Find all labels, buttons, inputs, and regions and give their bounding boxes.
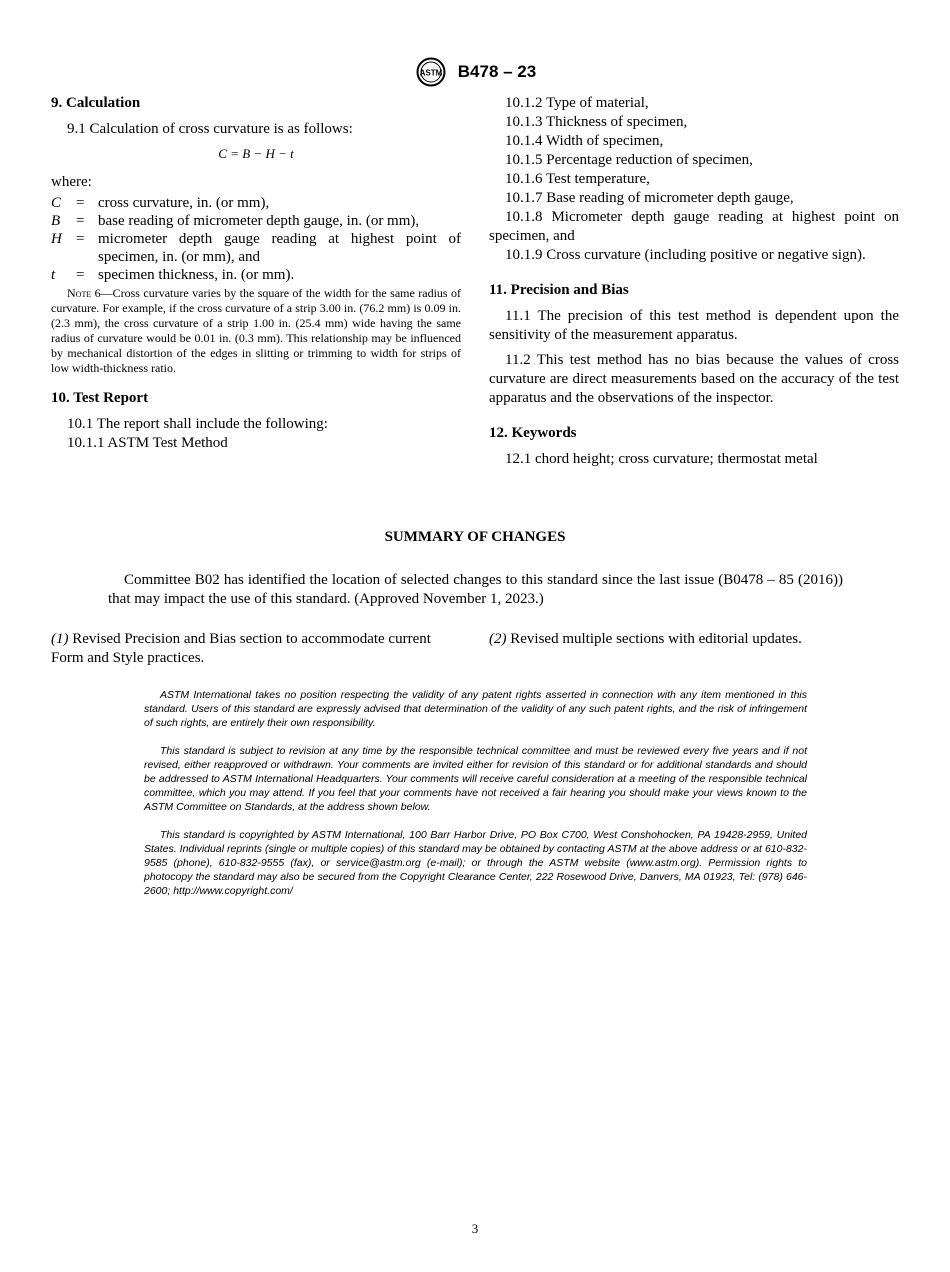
disclaimer-patent: ASTM International takes no position respecting the validity of any patent rights asserted in connection with any item mentioned in this standard. Users of this standard are expressly advised that determination of the validity of any such patent rights, and the risk of infringement of such rights, are entirely their own responsibility. bbox=[144, 689, 807, 729]
list-item: 10.1.8 Micrometer depth gauge reading at highest point on specimen, and bbox=[489, 209, 899, 244]
def-text: specimen thickness, in. (or mm). bbox=[98, 267, 295, 283]
astm-logo-text: ASTM bbox=[419, 68, 443, 78]
list-item: 10.1.7 Base reading of micrometer depth gauge, bbox=[505, 190, 794, 206]
def-text: micrometer depth gauge reading at highest point of specimen, in. (or mm), and bbox=[98, 231, 461, 265]
list-item: 10.1.4 Width of specimen, bbox=[505, 133, 664, 149]
def-symbol: H bbox=[51, 231, 62, 247]
variable-definitions bbox=[51, 194, 461, 284]
def-symbol: t bbox=[51, 267, 56, 283]
note-6 bbox=[51, 286, 461, 376]
section-12-heading: 12. Keywords bbox=[489, 425, 577, 441]
def-text: cross curvature, in. (or mm), bbox=[98, 195, 270, 211]
summary-title: SUMMARY OF CHANGES bbox=[384, 529, 566, 545]
def-equals: = bbox=[76, 213, 85, 229]
list-item: 10.1.3 Thickness of specimen, bbox=[505, 114, 688, 130]
para-10-1: 10.1 The report shall include the following: bbox=[67, 416, 328, 432]
list-item: 10.1.9 Cross curvature (including positive or negative sign). bbox=[505, 247, 866, 263]
def-equals: = bbox=[76, 231, 85, 247]
change-1-text: Revised Precision and Bias section to accommodate current Form and Style practices. bbox=[51, 631, 431, 666]
astm-logo-icon bbox=[414, 57, 448, 87]
def-equals: = bbox=[76, 195, 85, 211]
disclaimer-revision: This standard is subject to revision at any time by the responsible technical committee and must be reviewed every five years and if not revised, either reapproved or withdrawn. Your comments are invited either for revision of this standard or for additional standards and should be addressed to ASTM International Headquarters. Your comments will receive careful consideration at a meeting of the responsible technical committee, which you may attend. If you feel that your comments have not received a fair hearing you should make your views known to the ASTM Committee on Standards, at the address shown below. bbox=[144, 745, 807, 813]
para-11-2: 11.2 This test method has no bias because the values of cross curvature are direct measurements based on the accuracy of the test apparatus and the observations of the inspector. bbox=[489, 352, 899, 406]
list-item: 10.1.1 ASTM Test Method bbox=[67, 435, 228, 451]
left-column bbox=[51, 94, 461, 453]
page-number: 3 bbox=[471, 1221, 479, 1236]
def-symbol: B bbox=[51, 213, 61, 229]
disclaimer-copyright: This standard is copyrighted by ASTM International, 100 Barr Harbor Drive, PO Box C700, West Conshohocken, PA 19428-2959, United States. Individual reprints (single or multiple copies) of this standard may be obtained by contacting ASTM at the above address or at 610-832-9585 (phone), 610-832-9555 (fax), or service@astm.org (e-mail); or through the ASTM website (www.astm.org). Permission rights to photocopy the standard may also be secured from the Copyright Clearance Center, 222 Rosewood Drive, Danvers, MA 01923, Tel: (978) 646-2600; http://www.copyright.com/ bbox=[144, 829, 807, 897]
where-label: where: bbox=[51, 174, 92, 190]
para-11-1: 11.1 The precision of this test method is dependent upon the sensitivity of the measurement apparatus. bbox=[489, 308, 899, 343]
change-2-text: Revised multiple sections with editorial updates. bbox=[506, 631, 802, 647]
summary-intro: Committee B02 has identified the location of selected changes to this standard since the last issue (B0478 – 85 (2016)) that may impact the use of this standard. (Approved November 1, 2023.) bbox=[108, 572, 843, 607]
change-2 bbox=[489, 630, 899, 649]
change-2-number: (2) bbox=[489, 631, 507, 647]
section-10-heading: 10. Test Report bbox=[51, 390, 149, 406]
list-item: 10.1.5 Percentage reduction of specimen, bbox=[505, 152, 753, 168]
def-equals: = bbox=[76, 267, 85, 283]
list-item: 10.1.6 Test temperature, bbox=[505, 171, 650, 187]
def-text: base reading of micrometer depth gauge, in. (or mm), bbox=[98, 213, 420, 229]
designation: B478 – 23 bbox=[457, 62, 537, 81]
page-header bbox=[0, 57, 950, 87]
disclaimers bbox=[144, 688, 807, 898]
section-9-heading: 9. Calculation bbox=[51, 95, 141, 111]
para-9-1: 9.1 Calculation of cross curvature is as follows: bbox=[67, 121, 353, 137]
note-text: —Cross curvature varies by the square of the width for the same radius of curvature. For example, if the cross curvature of a strip 3.00 in. (76.2 mm) is 0.09 in. (2.3 mm), the cross curvature of a strip 1.00 in. (25.4 mm) wide having the same radius of curvature would be 0.01 in. (0.3 mm). This relationship may be influenced by mechanical distortion of the edges in slitting or trimming to width for strips of low width-thickness ratio. bbox=[51, 286, 461, 375]
list-item: 10.1.2 Type of material, bbox=[505, 95, 649, 111]
section-11-heading: 11. Precision and Bias bbox=[489, 282, 629, 298]
note-label: Note 6 bbox=[67, 286, 101, 300]
def-symbol: C bbox=[51, 195, 62, 211]
right-column bbox=[489, 94, 899, 469]
change-1-number: (1) bbox=[51, 631, 69, 647]
para-12-1: 12.1 chord height; cross curvature; thermostat metal bbox=[505, 451, 818, 467]
equation: C = B − H − t bbox=[218, 146, 294, 161]
change-1 bbox=[51, 630, 466, 668]
